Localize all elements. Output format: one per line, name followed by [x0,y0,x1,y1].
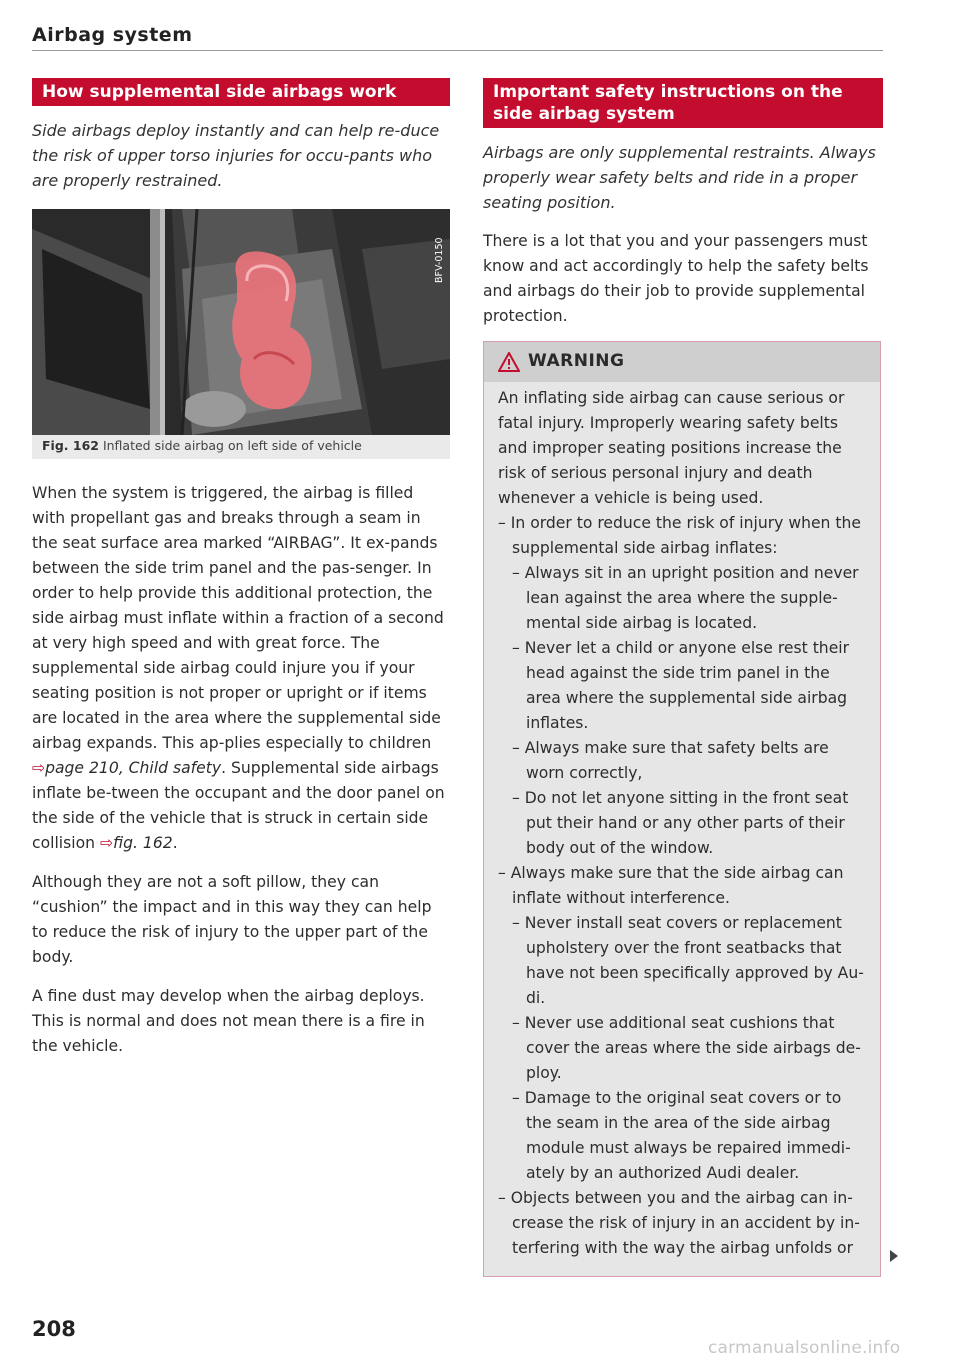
warning-box [483,341,881,1277]
section-intro: Side airbags deploy instantly and can help re-duce the risk of upper torso injuries for occu-pants who are properly restrained. [32,121,440,190]
warning-triangle-icon [498,352,520,372]
watermark: carmanualsonline.info [708,1338,901,1358]
paragraph-triggered-b: . Supplemental side airbags inflate be-tween the occupant and the door panel on the side of the vehicle that is struck in certain side collision [32,759,445,852]
warning-item: – Always make sure that the side airbag can inflate without interference. [498,864,844,907]
warning-title: WARNING [528,351,625,371]
figure-162 [32,209,450,459]
cross-ref-arrow-icon: ⇨ [99,834,114,852]
warning-subitem: – Never use additional seat cushions that cover the areas where the side airbags de-ploy. [512,1014,861,1082]
paragraph-dust: A fine dust may develop when the airbag deploys. This is normal and does not mean there is a fire in the vehicle. [32,987,425,1055]
warning-subitem: – Damage to the original seat covers or to the seam in the area of the side airbag module must always be repaired immedi-ately by an authorized Audi dealer. [512,1089,851,1182]
warning-subitem: – Never let a child or anyone else rest their head against the side trim panel in the area where the supplemental side airbag inflates. [512,639,850,732]
airbag-illustration [32,209,450,435]
paragraph-cushion: Although they are not a soft pillow, they can “cushion” the impact and in this way they can help to reduce the risk of injury to the upper part of the body. [32,873,432,966]
figure-code [430,217,446,287]
figure-caption-text: Inflated side airbag on left side of vehicle [102,438,362,453]
warning-body [484,382,880,1261]
link-child-safety[interactable]: page 210, Child safety [45,759,222,777]
warning-subitem: – Always sit in an upright position and never lean against the area where the supple-mental side airbag is located. [512,564,859,632]
right-column [483,78,883,329]
left-body [32,481,450,1059]
warning-item: – In order to reduce the risk of injury when the supplemental side airbag inflates: [498,514,861,557]
warning-item: – Objects between you and the airbag can in-crease the risk of injury in an accident by in-terfering with the way the airbag unfolds or [498,1189,860,1257]
page-number: 208 [32,1317,76,1341]
figure-caption [42,438,362,453]
link-fig-162[interactable]: fig. 162 [113,834,173,852]
paragraph-passengers: There is a lot that you and your passengers must know and act accordingly to help the safety belts and airbags do their job to provide supplemental protection. [483,232,869,325]
cross-ref-arrow-icon: ⇨ [32,759,46,777]
header-divider [32,50,883,51]
section-title-side-airbags-work: How supplemental side airbags work [32,78,450,106]
continued-arrow-icon [890,1250,898,1262]
figure-label: Fig. 162 [42,438,99,453]
page-header-title: Airbag system [32,24,193,46]
warning-header [484,342,880,382]
warning-subitem: – Always make sure that safety belts are worn correctly, [512,739,829,782]
paragraph-triggered [32,481,450,856]
section-intro-right: Airbags are only supplemental restraints. Always properly wear safety belts and ride in a proper seating position. [483,143,876,212]
paragraph-triggered-a: When the system is triggered, the airbag is filled with propellant gas and breaks through a seam in the seat surface area marked “AIRBAG”. It ex-pands between the side trim panel and the pas-senger. In order to help provide this additional protection, the side airbag must inflate within a fraction of a second at very high speed and with great force. The supplemental side airbag could injure you if your seating position is not proper or upright or if items are located in the area where the supplemental side airbag expands. This ap-plies especially to children [32,484,444,752]
warning-subitem: – Never install seat covers or replacement upholstery over the front seatbacks that have not been specifically approved by Au-di. [512,914,864,1007]
left-column [32,78,450,193]
figure-code-text: BFV-0150 [434,237,445,283]
warning-subitem: – Do not let anyone sitting in the front seat put their hand or any other parts of their body out of the window. [512,789,849,857]
warning-intro: An inflating side airbag can cause serious or fatal injury. Improperly wearing safety belts and improper seating positions increase the risk of serious personal injury and death whenever a vehicle is being used. [498,389,845,507]
section-title-safety-instructions: Important safety instructions on the side airbag system [483,78,883,128]
paragraph-triggered-c: . [172,834,178,852]
